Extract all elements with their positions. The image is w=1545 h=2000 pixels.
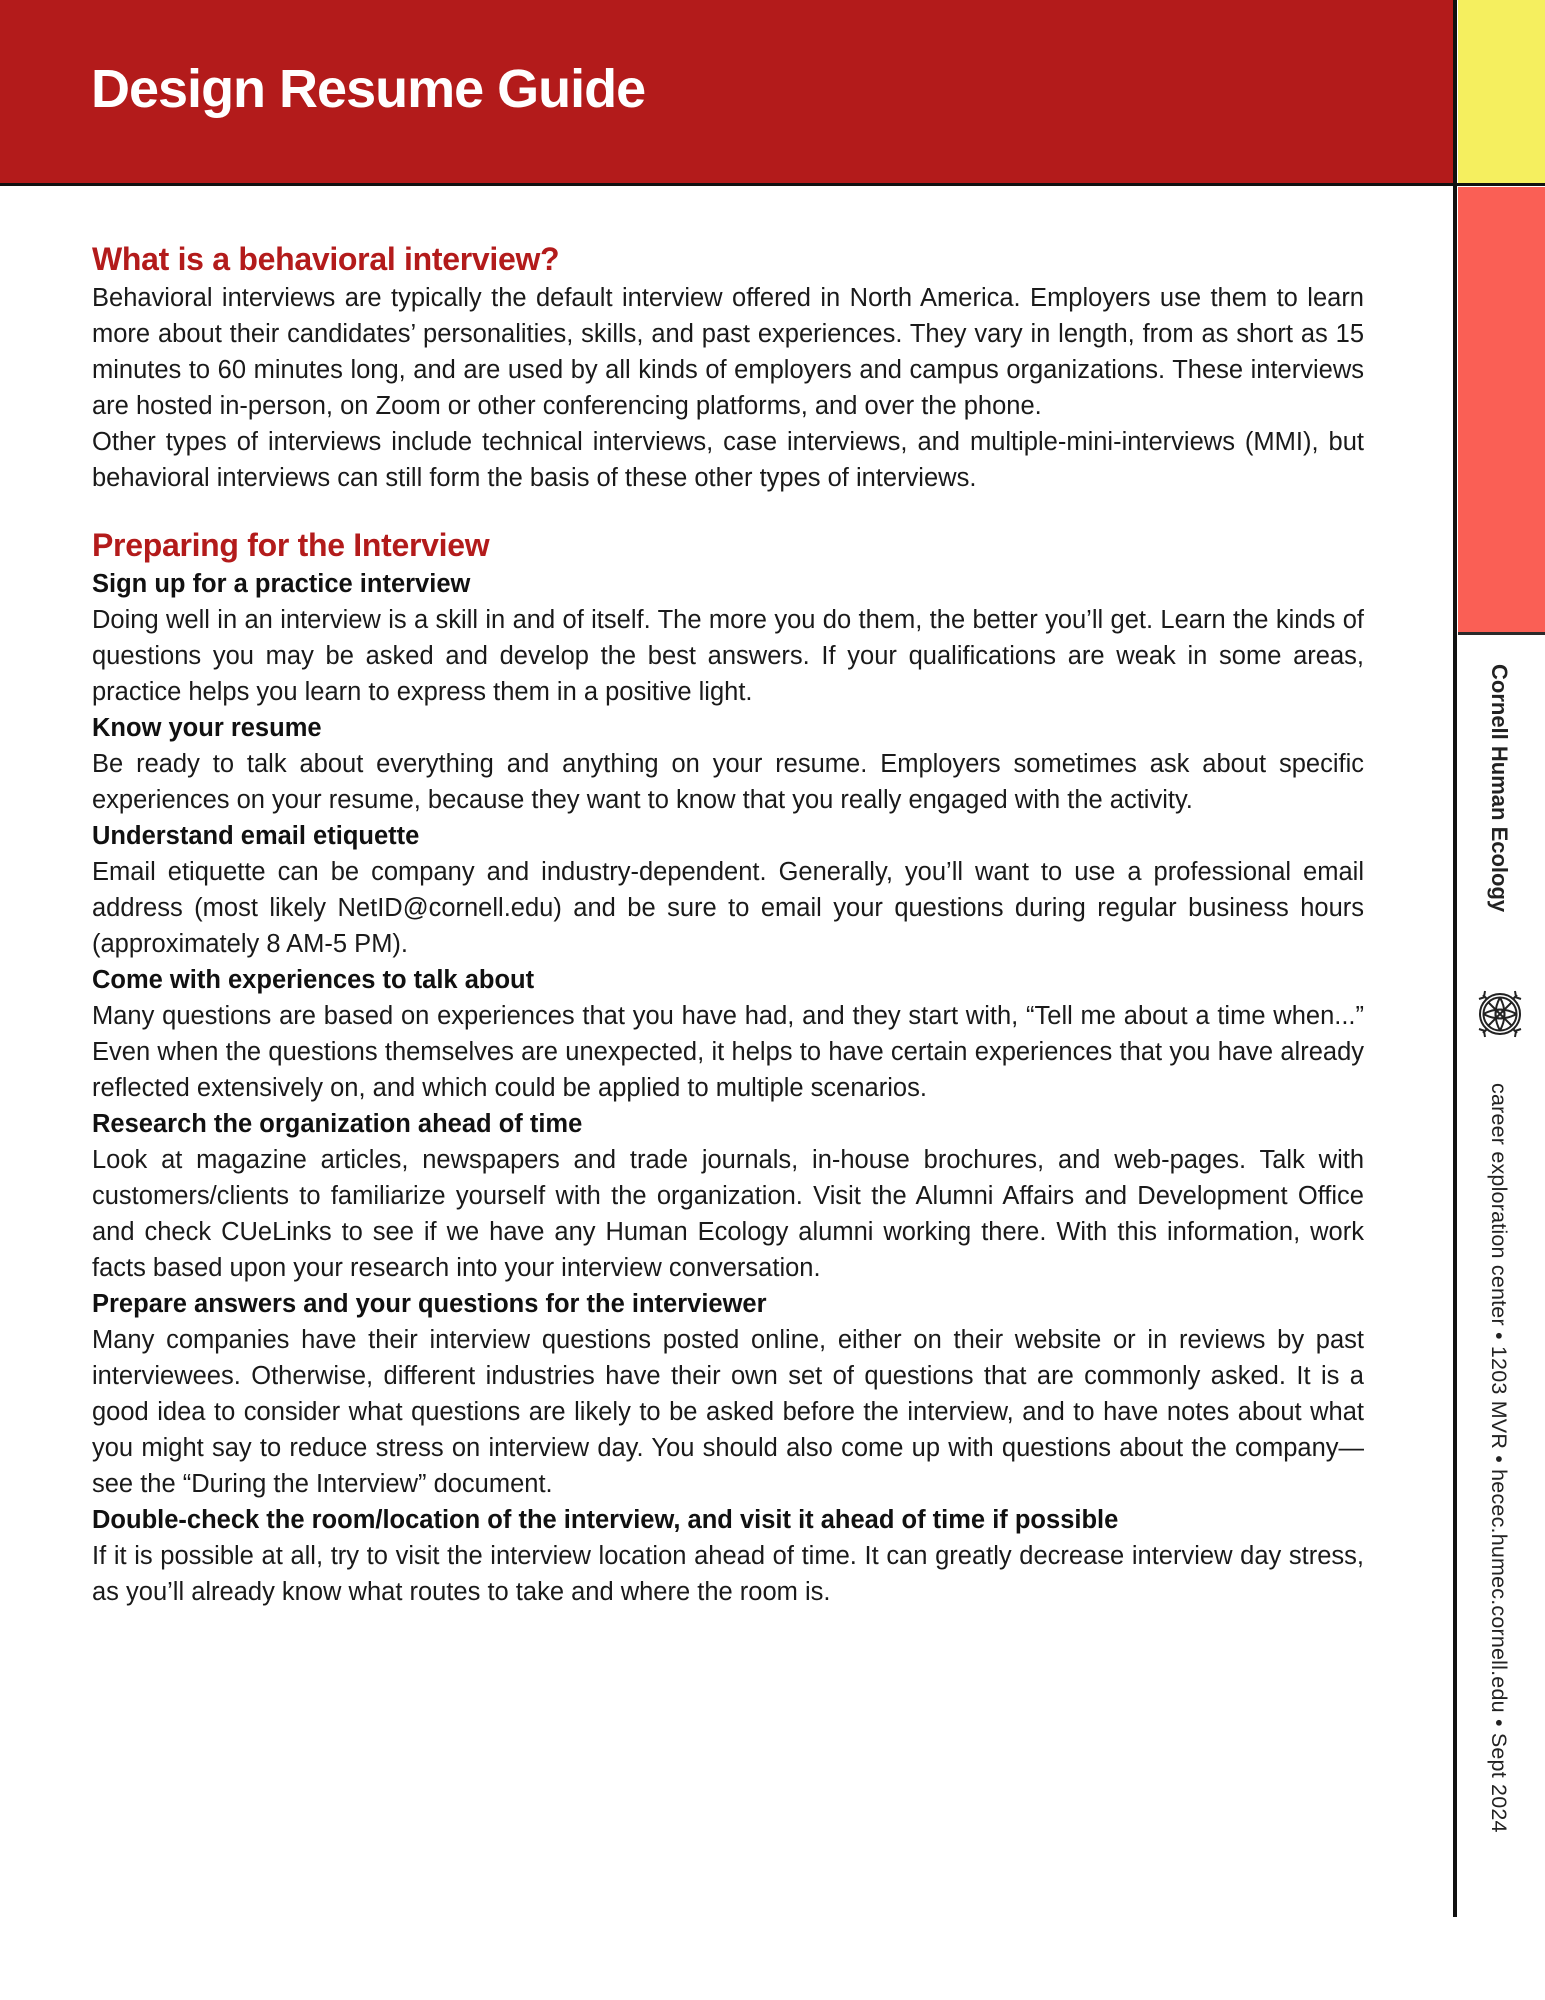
header-divider [0,183,1545,186]
tip-title: Prepare answers and your questions for the interviewer [92,1290,767,1318]
tip-body: Email etiquette can be company and industry-dependent. Generally, you’ll want to use a professional email address (most likely NetID@cornell.edu) and be sure to email your questions during regular business hours (approximately 8 AM-5 PM). [92,858,1364,958]
section-behavioral-interview [92,238,1364,496]
tip-item [92,1502,1364,1610]
paragraph: Other types of interviews include technical interviews, case interviews, and multiple-mini-interviews (MMI), but behavioral interviews can still form the basis of these other types of interviews. [92,428,1364,492]
tip-title: Double-check the room/location of the interview, and visit it ahead of time if possible [92,1506,1119,1534]
tip-body: Many questions are based on experiences that you have had, and they start with, “Tell me about a time when...” Even when the questions themselves are unexpected, it helps to have certain experiences that you have already reflected extensively on, and which could be applied to multiple scenarios. [92,1002,1364,1102]
cornell-seal-icon [1469,983,1531,1045]
tip-item [92,818,1364,962]
coral-accent-block [1458,187,1545,632]
tip-item [92,962,1364,1106]
header-banner [0,0,1455,183]
tip-item [92,1286,1364,1502]
tip-body: Be ready to talk about everything and anything on your resume. Employers sometimes ask about specific experiences on your resume, because they want to know that you really engaged with the activity. [92,750,1364,814]
tip-title: Come with experiences to talk about [92,966,535,994]
tip-title: Research the organization ahead of time [92,1110,583,1138]
tip-title: Understand email etiquette [92,822,420,850]
tip-title: Sign up for a practice interview [92,570,471,598]
main-content [92,238,1364,1610]
tip-body: Look at magazine articles, newspapers and trade journals, in-house brochures, and web-pages. Talk with customers/clients to familiarize yourself with the organization. Visit the Alumni Affairs and Development Office and check CUeLinks to see if we have any Human Ecology alumni working there. With this information, work facts based upon your research into your interview conversation. [92,1146,1364,1282]
yellow-accent-block [1458,0,1545,183]
section-preparing [92,524,1364,1610]
section-heading: Preparing for the Interview [92,527,490,563]
sidebar-contact-info: career exploration center • 1203 MVR • hecec.humec.cornell.edu • Sept 2024 [1487,1083,1511,1833]
paragraph: Behavioral interviews are typically the default interview offered in North America. Employers use them to learn more about their candidates’ personalities, skills, and past experiences. They vary in length, from as short as 15 minutes to 60 minutes long, and are used by all kinds of employers and campus organizations. These interviews are hosted in-person, on Zoom or other conferencing platforms, and over the phone. [92,284,1364,420]
tip-body: Doing well in an interview is a skill in and of itself. The more you do them, the better you’ll get. Learn the kinds of questions you may be asked and develop the best answers. If your qualifications are weak in some areas, practice helps you learn to express them in a positive light. [92,606,1364,706]
tip-title: Know your resume [92,714,322,742]
page-title: Design Resume Guide [91,59,646,119]
tip-item [92,566,1364,710]
tip-item [92,710,1364,818]
section-heading: What is a behavioral interview? [92,241,560,277]
tip-item [92,1106,1364,1286]
sidebar-divider [1453,0,1457,1917]
tip-body: If it is possible at all, try to visit the interview location ahead of time. It can greatly decrease interview day stress, as you’ll already know what routes to take and where the room is. [92,1542,1364,1606]
coral-block-divider [1458,632,1545,635]
tip-body: Many companies have their interview questions posted online, either on their website or in reviews by past interviewees. Otherwise, different industries have their own set of questions that are commonly asked. It is a good idea to consider what questions are likely to be asked before the interview, and to have notes about what you might say to reduce stress on interview day. You should also come up with questions about the company—see the “During the Interview” document. [92,1326,1364,1498]
sidebar-brand: Cornell Human Ecology [1487,664,1512,913]
